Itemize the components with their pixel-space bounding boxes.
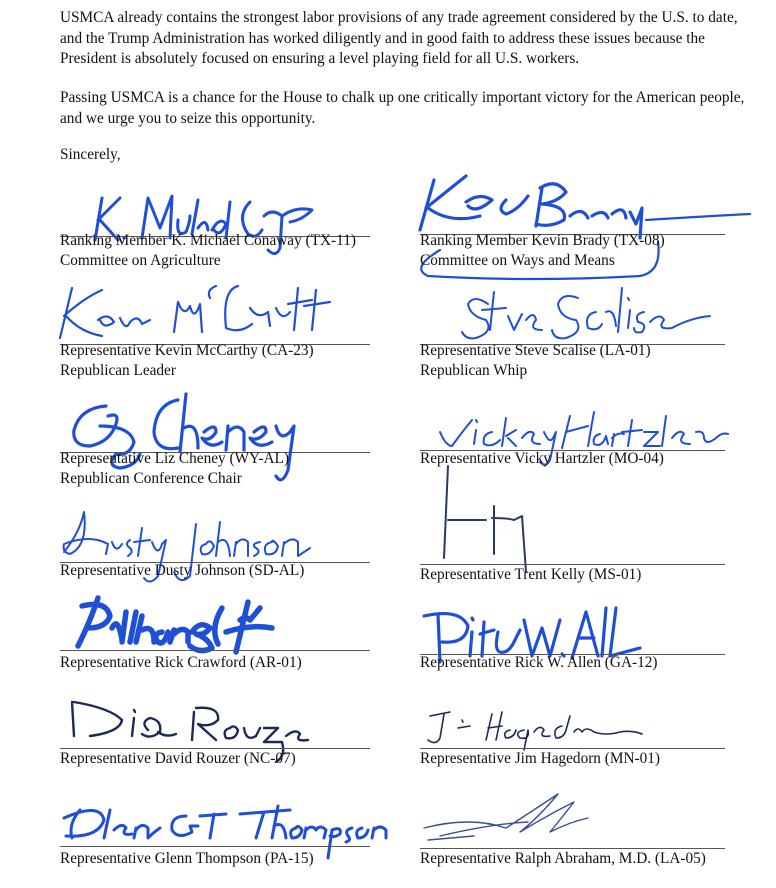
- signatory-name: Representative David Rouzer (NC-07): [60, 750, 296, 767]
- closing-salutation: Sincerely,: [60, 146, 121, 163]
- body-paragraph-passing-usmca: Passing USMCA is a chance for the House to chalk up one critically important victory for the American people, and we urge you to seize this opportunity.: [60, 89, 745, 127]
- signature-block-conaway: [60, 158, 390, 278]
- signatory-name: Representative Ralph Abraham, M.D. (LA-05): [420, 850, 706, 867]
- signature-block-thompson: [60, 766, 390, 886]
- signatory-name: Representative Rick W. Allen (GA-12): [420, 654, 658, 671]
- signatory-name: Representative Rick Crawford (AR-01): [60, 654, 302, 671]
- signatory-title: Republican Whip: [420, 362, 528, 379]
- signature-block-kelly: [420, 462, 750, 582]
- signatory-name: Representative Jim Hagedorn (MN-01): [420, 750, 661, 767]
- signatory-title: Committee on Ways and Means: [420, 252, 615, 269]
- signature-block-cheney: [60, 376, 390, 496]
- signatory-title: Republican Leader: [60, 362, 176, 379]
- signature-block-brady: [420, 158, 750, 278]
- body-paragraph-labor-provisions: USMCA already contains the strongest labor provisions of any trade agreement considered by the U.S. to date, and the Trump Administration has worked diligently and in good faith to address these issues because the President is absolutely focused on ensuring a level playing field for all U.S. workers.: [60, 9, 738, 67]
- signatory-title: Committee on Agriculture: [60, 252, 221, 269]
- signature-block-scalise: [420, 268, 750, 388]
- signatory-title: Republican Conference Chair: [60, 470, 242, 487]
- signatory-name: Representative Steve Scalise (LA-01): [420, 342, 651, 359]
- signature-kelly: [410, 462, 750, 572]
- signatory-name: Representative Kevin McCarthy (CA-23): [60, 342, 314, 359]
- signatory-name: Representative Glenn Thompson (PA-15): [60, 850, 314, 867]
- signature-block-mccarthy: [60, 268, 390, 388]
- signatory-name: Representative Trent Kelly (MS-01): [420, 566, 642, 583]
- signatory-name: Ranking Member K. Michael Conaway (TX-11): [60, 232, 356, 249]
- signatory-name: Ranking Member Kevin Brady (TX-08): [420, 232, 665, 249]
- signatory-name: Representative Liz Cheney (WY-AL): [60, 450, 289, 467]
- signatory-name: Representative Dusty Johnson (SD-AL): [60, 562, 305, 579]
- signatory-name: Representative Vicky Hartzler (MO-04): [420, 450, 664, 467]
- signature-block-abraham: [420, 766, 750, 886]
